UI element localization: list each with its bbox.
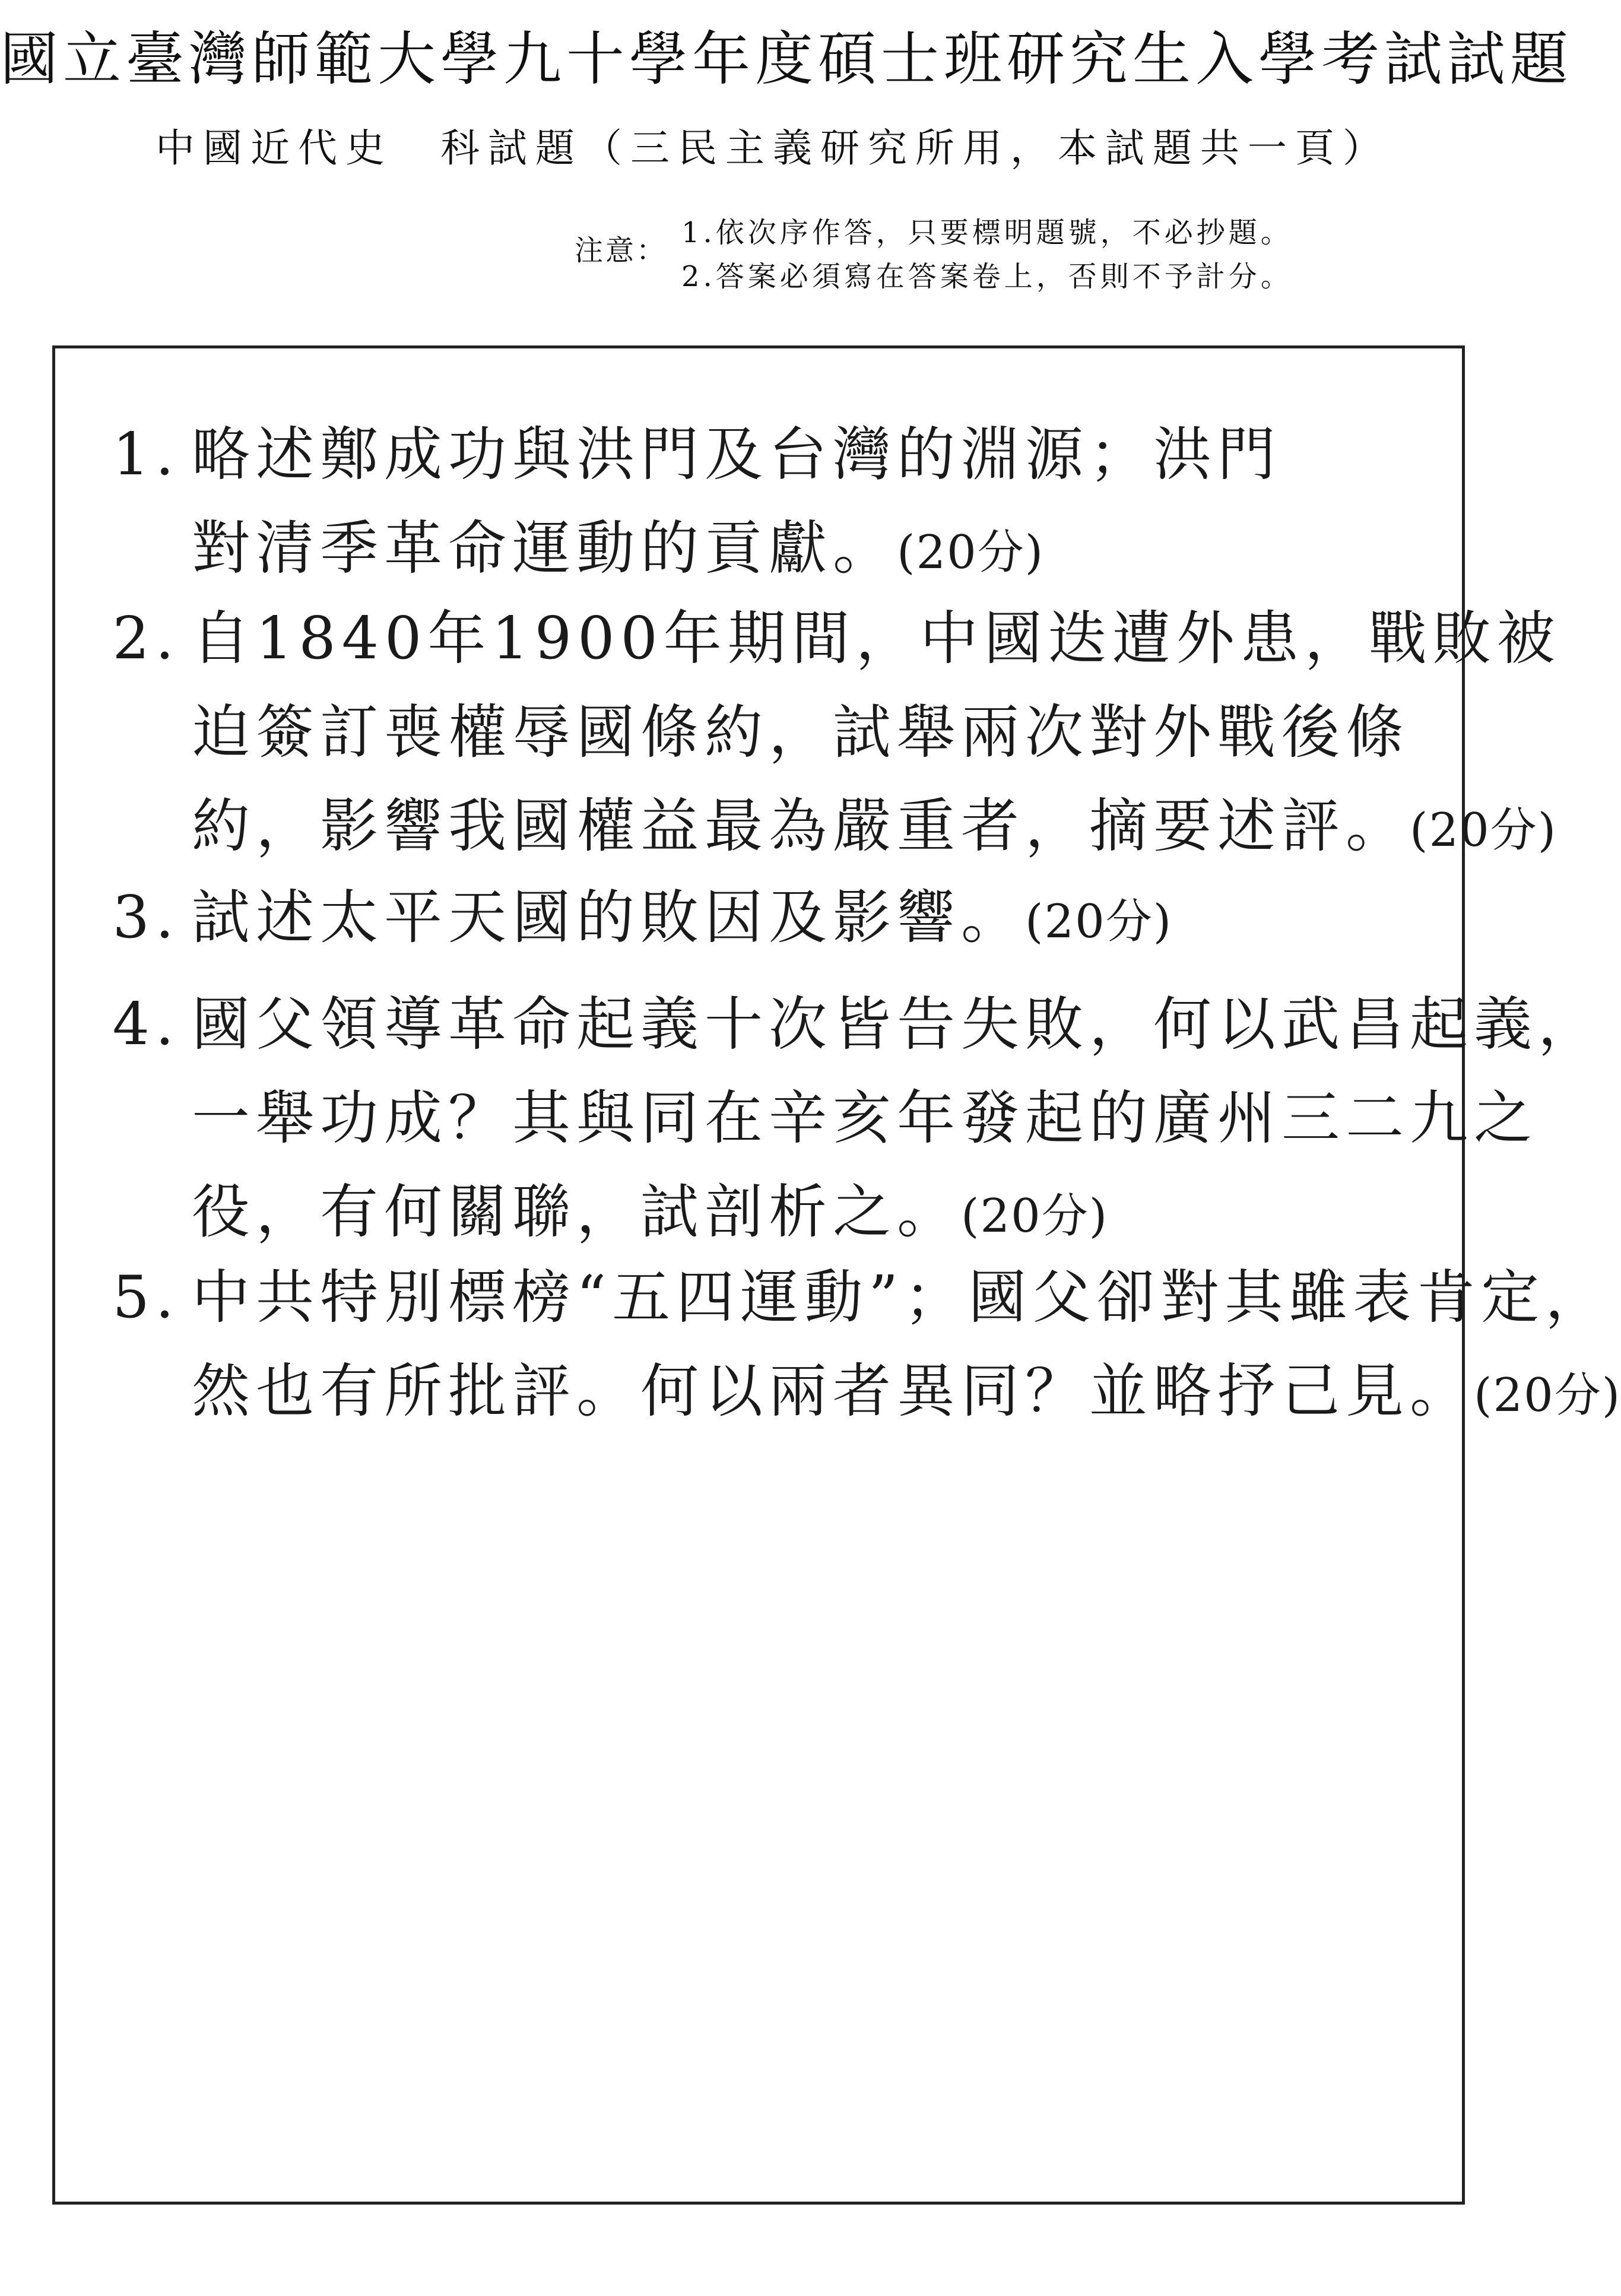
notice-item: 2.答案必須寫在答案卷上，否則不予計分。 (681, 260, 1293, 293)
question-line: 然也有所批評。何以兩者異同？並略抒己見。 (192, 1358, 1474, 1425)
question-score: (20分) (1474, 1369, 1621, 1422)
question-number: 3. (112, 884, 180, 952)
question-text (192, 871, 1172, 969)
question-number: 4. (112, 991, 180, 1058)
question-text (192, 1251, 1621, 1442)
question-text (192, 408, 1281, 600)
subject-suffix: 科試題（三民主義研究所用，本試題共一頁） (440, 125, 1390, 171)
question-line: 迫簽訂喪權辱國條約，試舉兩次對外戰後條 (192, 699, 1410, 766)
question-score: (20分) (897, 526, 1045, 579)
question-line: 對清季革命運動的貢獻。 (192, 515, 897, 582)
question-box (52, 345, 1621, 2205)
question-score: (20分) (961, 1190, 1109, 1243)
question-text (192, 978, 1602, 1263)
question-line: 中共特別標榜“五四運動”；國父卻對其雖表肯定， (192, 1264, 1610, 1331)
question-score: (20分) (1025, 895, 1173, 949)
question-text (192, 592, 1561, 877)
subject-line (156, 122, 1390, 175)
question-line: 自1840年1900年期間，中國迭遭外患，戰敗被 (192, 605, 1561, 673)
question-number: 2. (112, 605, 180, 673)
question-line: 役，有何關聯，試剖析之。 (192, 1178, 962, 1246)
question-score: (20分) (1410, 804, 1557, 857)
question-line: 略述鄭成功與洪門及台灣的淵源；洪門 (192, 421, 1282, 489)
notice-list (681, 211, 1293, 299)
question-line: 約，影響我國權益最為嚴重者，摘要述評。 (192, 792, 1410, 860)
exam-title: 國立臺灣師範大學九十學年度碩士班研究生入學考試試題 (0, 26, 1574, 93)
question-number: 5. (112, 1264, 180, 1331)
subject-name: 中國近代史 (156, 125, 393, 171)
notice-item: 1.依次序作答，只要標明題號，不必抄題。 (681, 216, 1293, 249)
question-line: 國父領導革命起義十次皆告失敗，何以武昌起義， (192, 991, 1603, 1058)
question-number: 1. (112, 421, 180, 489)
question-line: 一舉功成？其與同在辛亥年發起的廣州三二九之 (192, 1084, 1538, 1152)
question-line: 試述太平天國的敗因及影響。 (192, 884, 1026, 952)
notice-label: 注意： (575, 234, 668, 267)
